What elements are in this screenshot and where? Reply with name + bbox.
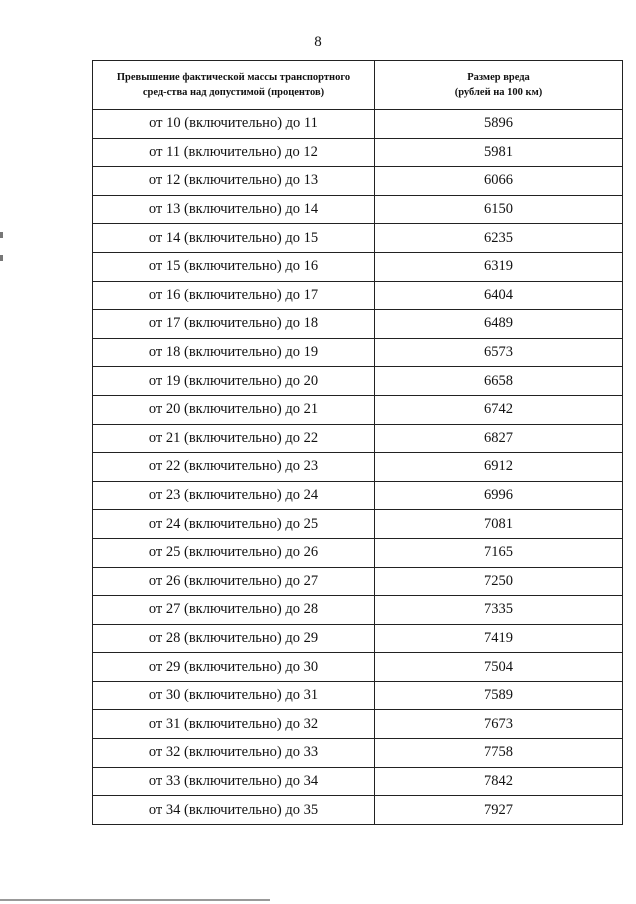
table-header-row: [93, 61, 623, 110]
harm-value-cell: 7758: [375, 739, 623, 768]
harm-value-cell: 7927: [375, 796, 623, 825]
table-row: [93, 767, 623, 796]
table-row: [93, 195, 623, 224]
table-row: [93, 596, 623, 625]
harm-value-cell: 7842: [375, 767, 623, 796]
table-row: [93, 338, 623, 367]
excess-range-cell: от 30 (включительно) до 31: [93, 681, 375, 710]
scan-mark: [0, 255, 3, 261]
table-row: [93, 453, 623, 482]
harm-value-cell: 6404: [375, 281, 623, 310]
table-row: [93, 110, 623, 139]
harm-value-cell: 7673: [375, 710, 623, 739]
table-row: [93, 367, 623, 396]
excess-range-cell: от 32 (включительно) до 33: [93, 739, 375, 768]
harm-value-cell: 7589: [375, 681, 623, 710]
harm-value-cell: 6066: [375, 167, 623, 196]
harm-value-cell: 6150: [375, 195, 623, 224]
excess-range-cell: от 16 (включительно) до 17: [93, 281, 375, 310]
harm-value-cell: 7081: [375, 510, 623, 539]
table-row: [93, 538, 623, 567]
harm-value-cell: 6235: [375, 224, 623, 253]
excess-range-cell: от 21 (включительно) до 22: [93, 424, 375, 453]
harm-rate-table: [92, 60, 623, 825]
harm-value-cell: 6742: [375, 395, 623, 424]
table-row: [93, 624, 623, 653]
header-harm-amount: [375, 61, 623, 110]
excess-range-cell: от 29 (включительно) до 30: [93, 653, 375, 682]
table-row: [93, 510, 623, 539]
table-row: [93, 138, 623, 167]
excess-range-cell: от 24 (включительно) до 25: [93, 510, 375, 539]
table-body: [93, 110, 623, 825]
table-row: [93, 567, 623, 596]
table-row: [93, 167, 623, 196]
header-harm-amount-title: Размер вреда: [467, 72, 530, 83]
harm-value-cell: 5981: [375, 138, 623, 167]
harm-value-cell: 6827: [375, 424, 623, 453]
excess-range-cell: от 15 (включительно) до 16: [93, 252, 375, 281]
table-row: [93, 395, 623, 424]
excess-range-cell: от 23 (включительно) до 24: [93, 481, 375, 510]
harm-value-cell: 6658: [375, 367, 623, 396]
table-row: [93, 481, 623, 510]
excess-range-cell: от 28 (включительно) до 29: [93, 624, 375, 653]
table-row: [93, 224, 623, 253]
harm-value-cell: 5896: [375, 110, 623, 139]
excess-range-cell: от 27 (включительно) до 28: [93, 596, 375, 625]
harm-value-cell: 7335: [375, 596, 623, 625]
header-excess-mass-text: Превышение фактической массы транспортного сред-ства над допустимой (процентов): [116, 72, 351, 98]
excess-range-cell: от 26 (включительно) до 27: [93, 567, 375, 596]
table-row: [93, 310, 623, 339]
harm-value-cell: 6489: [375, 310, 623, 339]
excess-range-cell: от 34 (включительно) до 35: [93, 796, 375, 825]
footer-rule: [0, 899, 270, 901]
harm-value-cell: 6996: [375, 481, 623, 510]
excess-range-cell: от 22 (включительно) до 23: [93, 453, 375, 482]
excess-range-cell: от 13 (включительно) до 14: [93, 195, 375, 224]
table-row: [93, 710, 623, 739]
table-row: [93, 424, 623, 453]
header-excess-mass: [93, 61, 375, 110]
excess-range-cell: от 12 (включительно) до 13: [93, 167, 375, 196]
table-row: [93, 281, 623, 310]
harm-value-cell: 7250: [375, 567, 623, 596]
harm-value-cell: 6912: [375, 453, 623, 482]
harm-value-cell: 7504: [375, 653, 623, 682]
table-row: [93, 252, 623, 281]
excess-range-cell: от 33 (включительно) до 34: [93, 767, 375, 796]
header-harm-amount-unit: (рублей на 100 км): [454, 87, 543, 98]
excess-range-cell: от 10 (включительно) до 11: [93, 110, 375, 139]
harm-value-cell: 6573: [375, 338, 623, 367]
excess-range-cell: от 19 (включительно) до 20: [93, 367, 375, 396]
table-row: [93, 739, 623, 768]
excess-range-cell: от 14 (включительно) до 15: [93, 224, 375, 253]
excess-range-cell: от 17 (включительно) до 18: [93, 310, 375, 339]
excess-range-cell: от 11 (включительно) до 12: [93, 138, 375, 167]
table-row: [93, 796, 623, 825]
scan-mark: [0, 232, 3, 238]
harm-value-cell: 7419: [375, 624, 623, 653]
table-row: [93, 653, 623, 682]
table-row: [93, 681, 623, 710]
page-number: 8: [314, 34, 322, 50]
harm-value-cell: 6319: [375, 252, 623, 281]
excess-range-cell: от 25 (включительно) до 26: [93, 538, 375, 567]
excess-range-cell: от 31 (включительно) до 32: [93, 710, 375, 739]
excess-range-cell: от 18 (включительно) до 19: [93, 338, 375, 367]
excess-range-cell: от 20 (включительно) до 21: [93, 395, 375, 424]
harm-value-cell: 7165: [375, 538, 623, 567]
